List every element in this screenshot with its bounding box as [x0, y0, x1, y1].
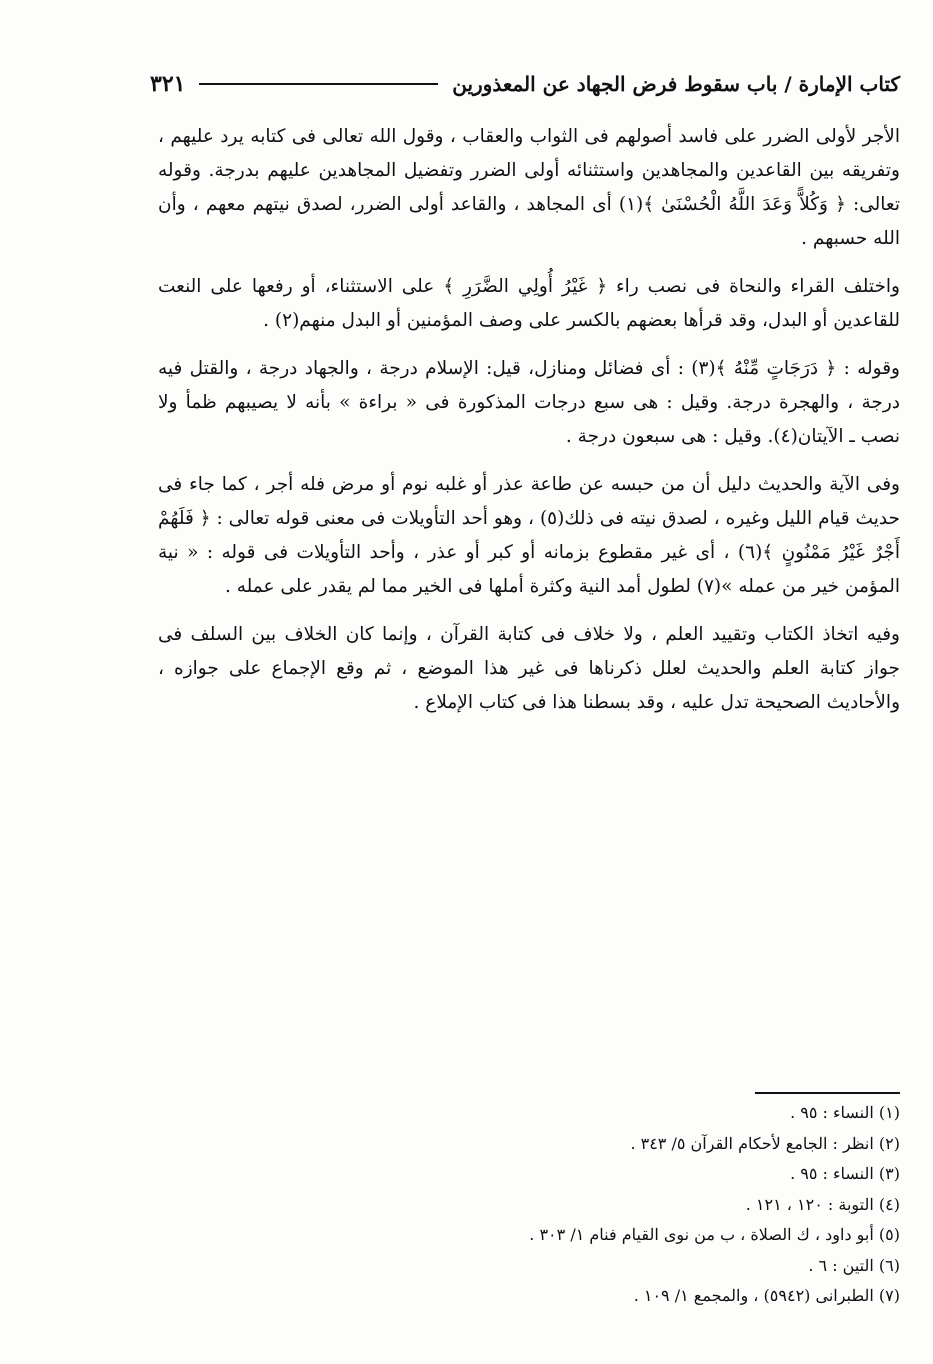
footnote-item: (٢) انظر : الجامع لأحكام القرآن ٥/ ٣٤٣ . [630, 1133, 900, 1153]
footnote-item: (١) النساء : ٩٥ . [790, 1103, 900, 1122]
main-text [158, 120, 900, 734]
footnote-separator [755, 1092, 900, 1094]
paragraph: وفى الآية والحديث دليل أن من حبسه عن طاعة عذر أو غلبه نوم أو مرض فله أجر ، كما جاء فى حديث قيام الليل وغيره ، لصدق نيته فى ذلك(٥) ، وهو أحد التأويلات فى معنى قوله تعالى : ﴿ فَلَهُمْ أَجْرٌ غَيْرُ مَمْنُونٍ ﴾(٦) ، أى غير مقطوع بزمانه أو كبر أو عذر ، وأحد التأويلات فى قوله : « نية المؤمن خير من عمله »(٧) لطول أمد النية وكثرة أملها فى الخير مما لم يقدر على عمله . [158, 474, 900, 597]
paragraph: وقوله : ﴿ دَرَجَاتٍ مِّنْهُ ﴾(٣) : أى فضائل ومنازل، قيل: الإسلام درجة ، والجهاد درجة ، والقتل فيه درجة ، والهجرة درجة. وقيل : هى سبع درجات المذكورة فى « براءة » بأنه لا يصيبهم ظمأ ولا نصب ـ الآيتان(٤). وقيل : هى سبعون درجة . [158, 358, 900, 447]
header-rule [199, 83, 438, 85]
footnote-item: (٦) التين : ٦ . [808, 1255, 900, 1275]
paragraph: الأجر لأولى الضرر على فاسد أصولهم فى الثواب والعقاب ، وقول الله تعالى فى كتابه يرد عليهم ، وتفريقه بين القاعدين والمجاهدين واستثنائه أولى الضرر وتفضيل المجاهدين عليهم بدرجة. وقوله تعالى: ﴿ وَكُلاًّ وَعَدَ اللَّهُ الْحُسْنَىٰ ﴾(١) أى المجاهد ، والقاعد أولى الضرر، لصدق نيتهم معهم ، وأن الله حسبهم . [158, 126, 901, 249]
footnote-item: (٥) أبو داود ، ك الصلاة ، ب من نوى القيام فنام ١/ ٣٠٣ . [529, 1225, 900, 1244]
paragraph: وفيه اتخاذ الكتاب وتقييد العلم ، ولا خلاف فى كتابة القرآن ، وإنما كان الخلاف بين السلف فى جواز كتابة العلم والحديث لعلل ذكرناها فى غير هذا الموضع ، ثم وقع الإجماع على جوازه ، والأحاديث الصحيحة تدل عليه ، وقد بسطنا هذا فى كتاب الإملاع . [158, 624, 900, 713]
footnote-item: (٧) الطبرانى (٥٩٤٢) ، والمجمع ١/ ١٠٩ . [633, 1286, 900, 1305]
chapter-title: كتاب الإمارة / باب سقوط فرض الجهاد عن المعذورين [452, 72, 900, 96]
running-header [150, 64, 900, 104]
page-number: ٣٢١ [150, 71, 186, 97]
footnotes [300, 1098, 900, 1312]
paragraph: واختلف القراء والنحاة فى نصب راء ﴿ غَيْرُ أُولِي الضَّرَرِ ﴾ على الاستثناء، أو رفعها على النعت للقاعدين أو البدل، وقد قرأها بعضهم بالكسر على وصف المؤمنين أو البدل منهم(٢) . [158, 276, 900, 331]
footnote-item: (٤) التوبة : ١٢٠ ، ١٢١ . [745, 1194, 900, 1214]
footnote-item: (٣) النساء : ٩٥ . [790, 1164, 900, 1183]
